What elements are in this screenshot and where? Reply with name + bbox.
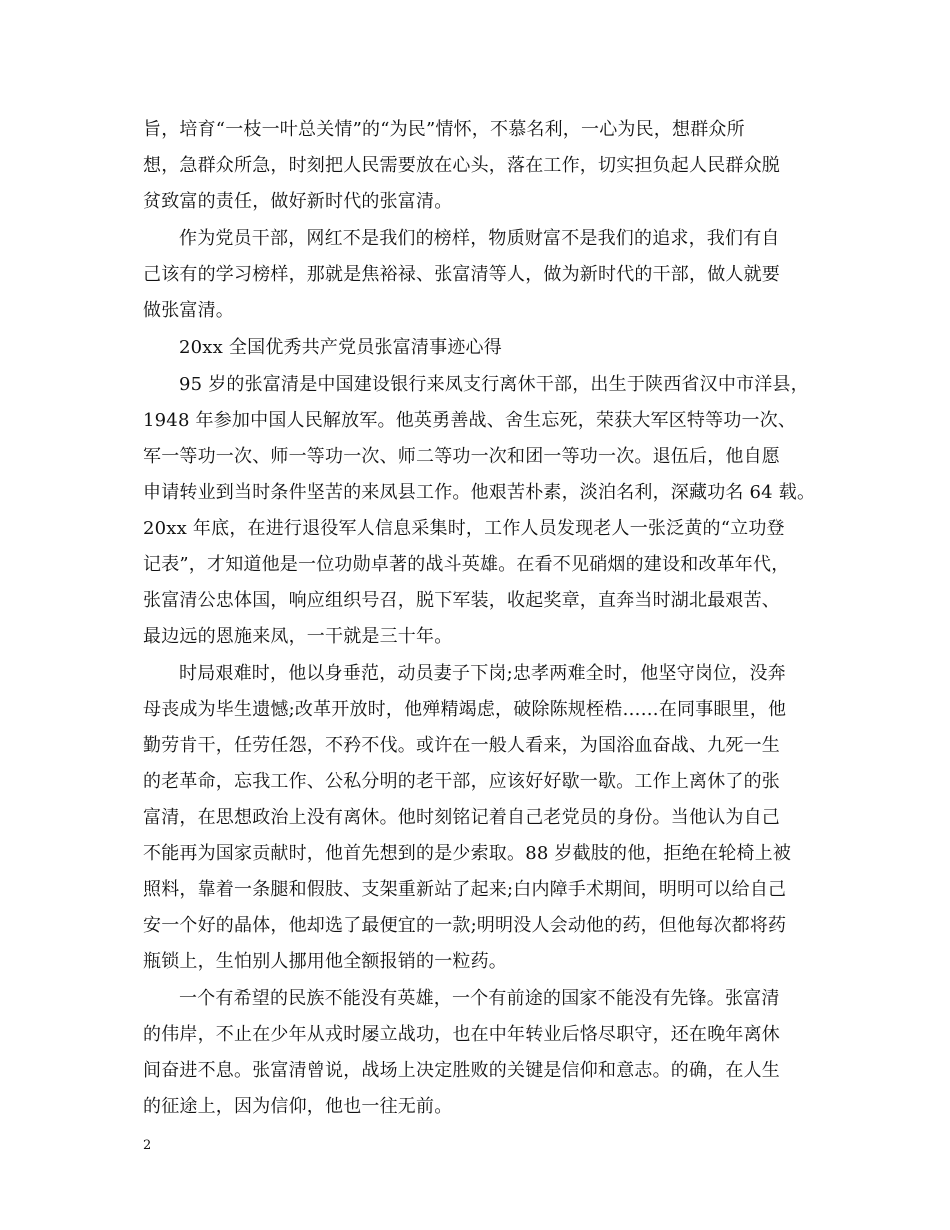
- paragraph-line: 军一等功一次、师一等功一次、师二等功一次和团一等功一次。退伍后，他自愿: [143, 446, 780, 467]
- paragraph-5: [143, 656, 833, 980]
- paragraph-line: 1948 年参加中国人民解放军。他英勇善战、舍生忘死，荣获大军区特等功一次、: [143, 410, 797, 431]
- paragraph-line: 安一个好的晶体，他却选了最便宜的一款;明明没人会动他的药，但他每次都将药: [143, 915, 787, 936]
- paragraph-line: 的老革命，忘我工作、公私分明的老干部，应该好好歇一歇。工作上离休了的张: [143, 771, 780, 792]
- paragraph-line: 间奋进不息。张富清曾说，战场上决定胜败的关键是信仰和意志。的确，在人生: [143, 1060, 780, 1081]
- paragraph-line: 照料，靠着一条腿和假肢、支架重新站了起来;白内障手术期间，明明可以给自己: [143, 879, 787, 900]
- paragraph-line: 的征途上，因为信仰，他也一往无前。: [143, 1096, 453, 1117]
- paragraph-line: 贫致富的责任，做好新时代的张富清。: [143, 191, 453, 212]
- paragraph-line: 的伟岸，不止在少年从戎时屡立战功，也在中年转业后恪尽职守，还在晚年离休: [143, 1024, 780, 1045]
- section-heading: [143, 330, 833, 366]
- paragraph-line: 旨，培育“一枝一叶总关情”的“为民”情怀，不慕名利，一心为民，想群众所: [143, 119, 745, 140]
- heading-line: 20xx 全国优秀共产党员张富清事迹心得: [179, 337, 502, 358]
- paragraph-line: 记表”，才知道他是一位功勋卓著的战斗英雄。在看不见硝烟的建设和改革年代，: [143, 554, 790, 575]
- paragraph-line: 母丧成为毕生遗憾;改革开放时，他殚精竭虑，破除陈规桎梏……在同事眼里，他: [143, 699, 787, 720]
- paragraph-line: 95 岁的张富清是中国建设银行来凤支行离休干部，出生于陕西省汉中市洋县，: [179, 374, 809, 395]
- paragraph-6: [143, 981, 833, 1125]
- paragraph-line: 最边远的恩施来凤，一干就是三十年。: [143, 626, 453, 647]
- paragraph-line: 做张富清。: [143, 300, 234, 321]
- paragraph-4: [143, 367, 833, 655]
- paragraph-line: 想，急群众所急，时刻把人民需要放在心头，落在工作，切实担负起人民群众脱: [143, 155, 780, 176]
- paragraph-line: 20xx 年底，在进行退役军人信息采集时，工作人员发现老人一张泛黄的“立功登: [143, 518, 785, 539]
- paragraph-line: 己该有的学习榜样，那就是焦裕禄、张富清等人，做为新时代的干部，做人就要: [143, 264, 780, 285]
- paragraph-1: [143, 112, 833, 220]
- paragraph-line: 时局艰难时，他以身垂范，动员妻子下岗;忠孝两难全时，他坚守岗位，没奔: [179, 663, 786, 684]
- paragraph-line: 瓶锁上，生怕别人挪用他全额报销的一粒药。: [143, 951, 507, 972]
- paragraph-line: 富清，在思想政治上没有离休。他时刻铭记着自己老党员的身份。当他认为自己: [143, 807, 780, 828]
- paragraph-line: 作为党员干部，网红不是我们的榜样，物质财富不是我们的追求，我们有自: [179, 228, 780, 249]
- page-number: 2: [143, 1138, 152, 1153]
- paragraph-2: [143, 221, 833, 329]
- paragraph-line: 勤劳肯干，任劳任怨，不矜不伐。或许在一般人看来，为国浴血奋战、九死一生: [143, 735, 780, 756]
- document-body: [143, 112, 833, 1126]
- paragraph-line: 一个有希望的民族不能没有英雄，一个有前途的国家不能没有先锋。张富清: [179, 988, 780, 1009]
- paragraph-line: 申请转业到当时条件坚苦的来凤县工作。他艰苦朴素，淡泊名利，深藏功名 64 载。: [143, 482, 816, 503]
- paragraph-line: 张富清公忠体国，响应组织号召，脱下军装，收起奖章，直奔当时湖北最艰苦、: [143, 590, 780, 611]
- paragraph-line: 不能再为国家贡献时，他首先想到的是少索取。88 岁截肢的他，拒绝在轮椅上被: [143, 843, 792, 864]
